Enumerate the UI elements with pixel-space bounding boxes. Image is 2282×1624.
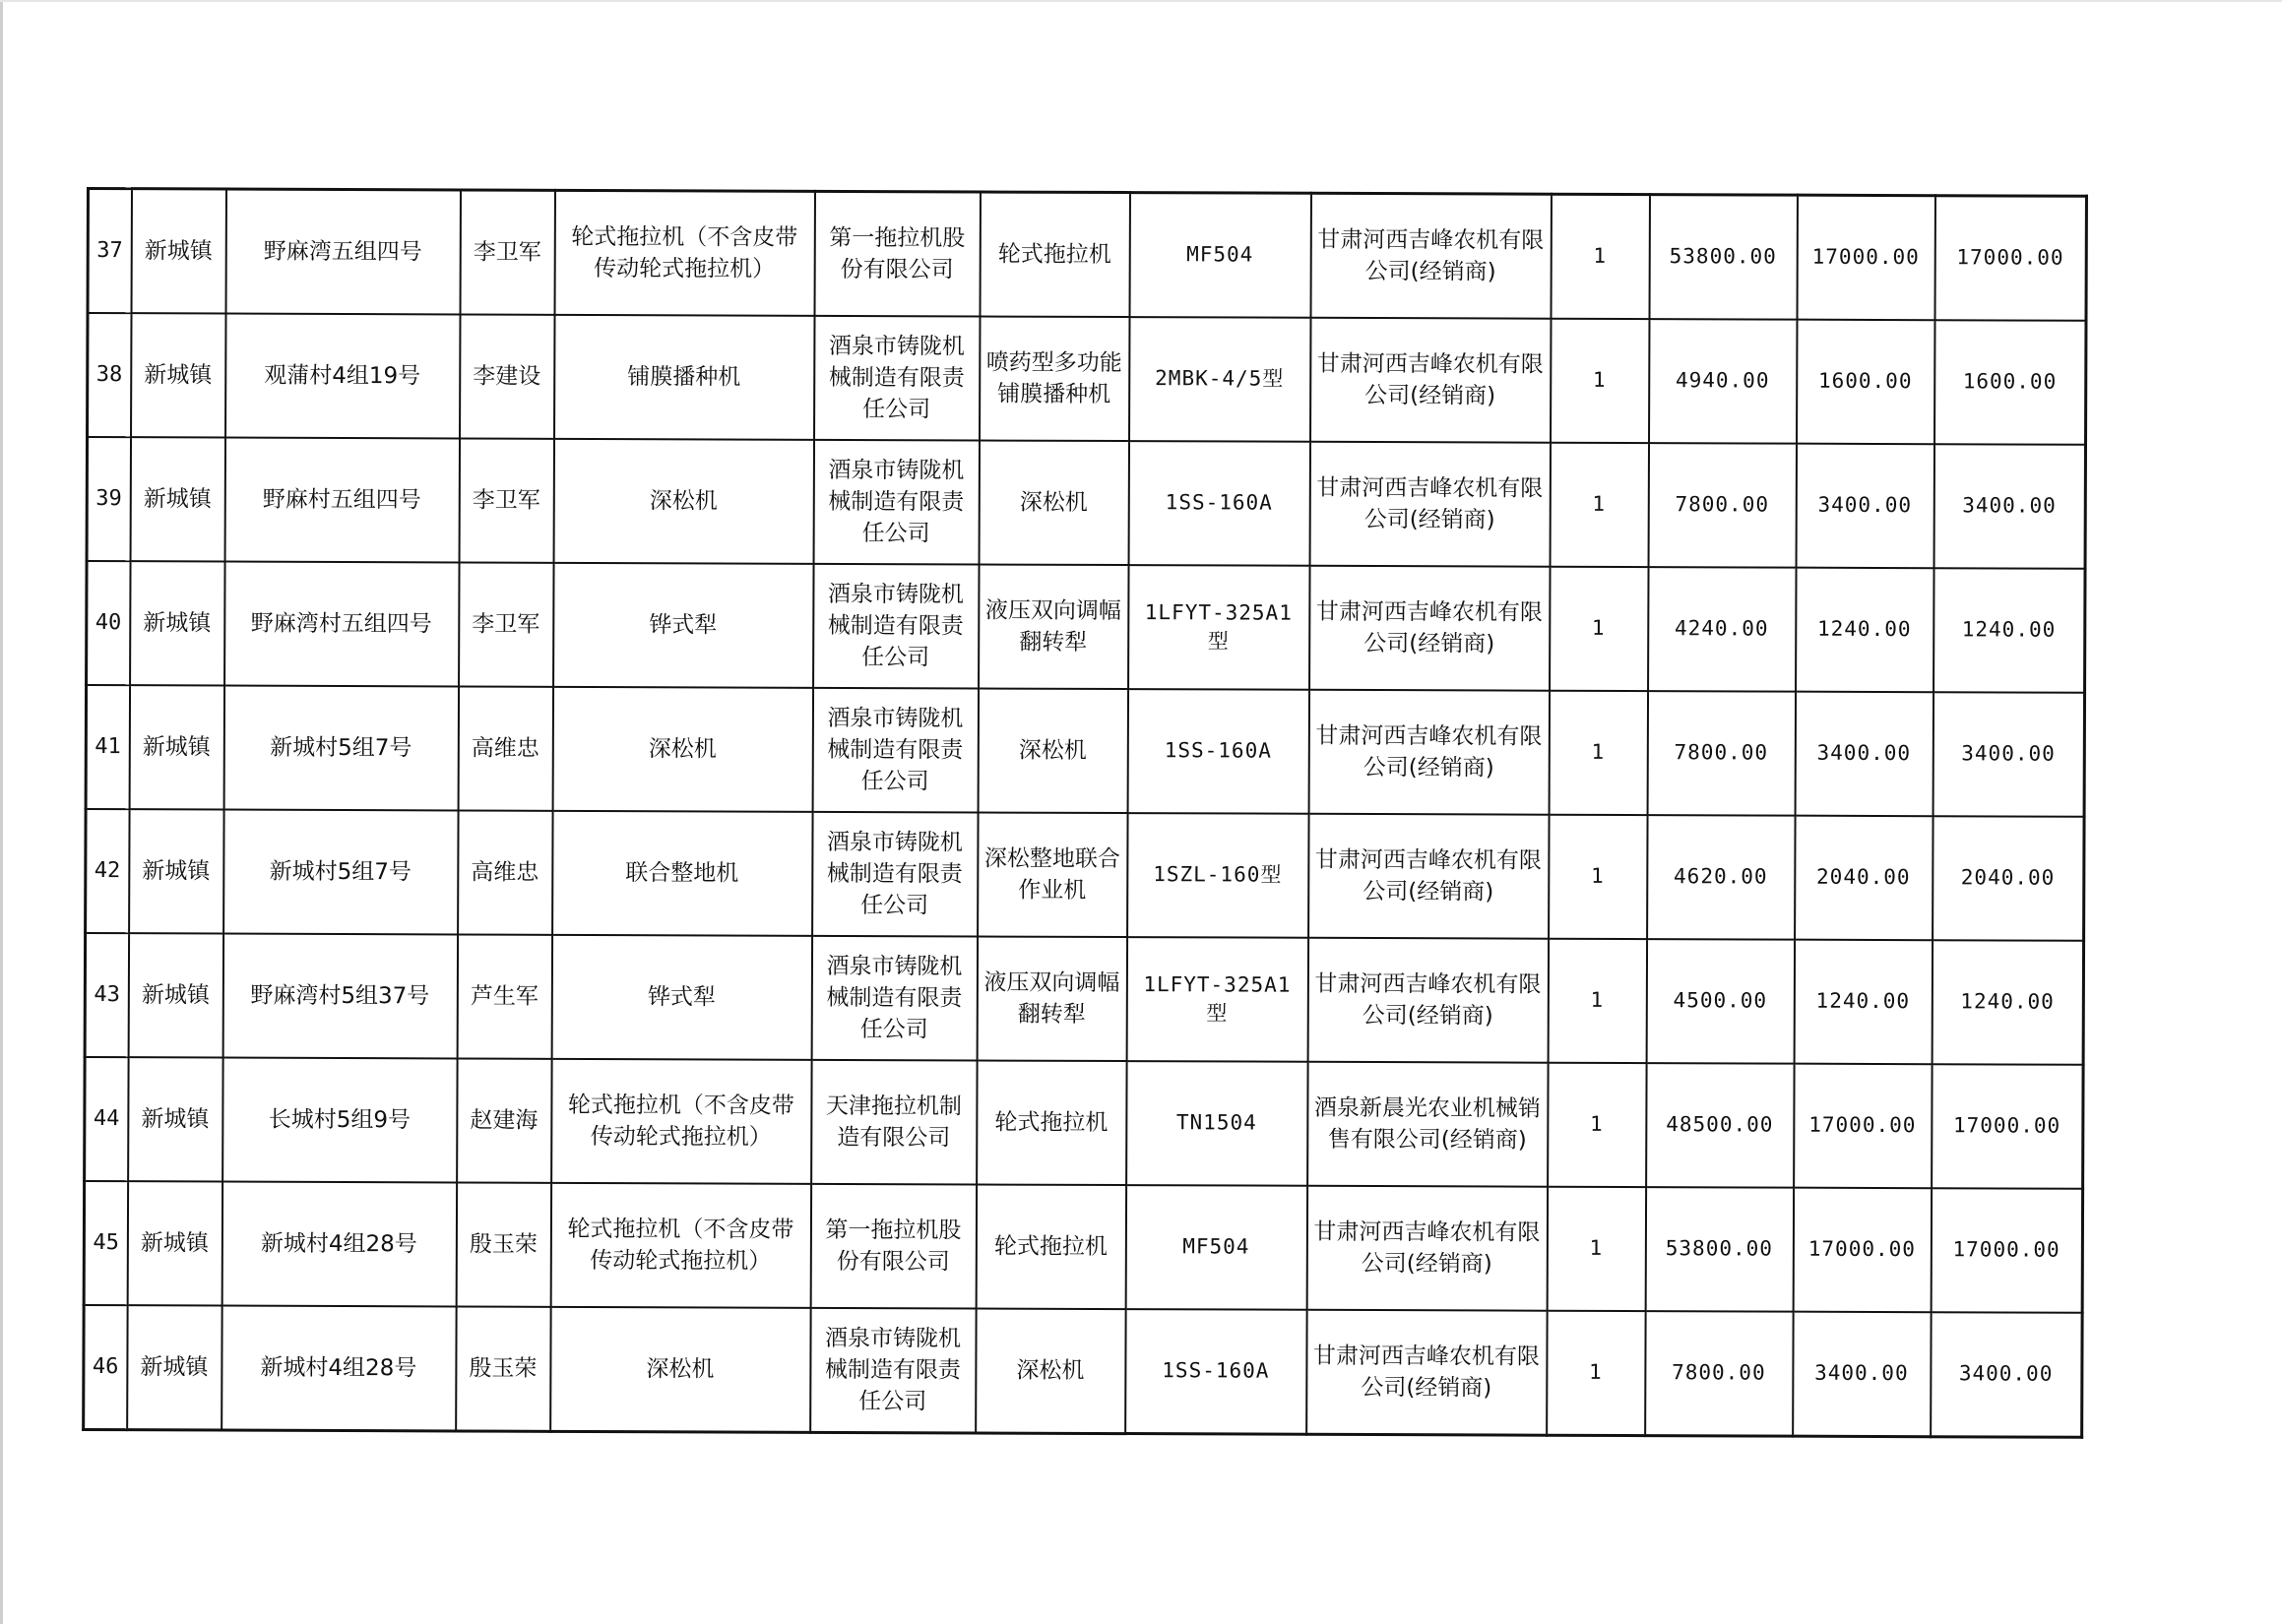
town-cell: 新城镇 — [131, 313, 225, 437]
unit-subsidy-cell: 2040.00 — [1795, 816, 1933, 941]
dealer-cell: 甘肃河西吉峰农机有限公司(经销商) — [1310, 318, 1551, 443]
table-row — [88, 313, 2086, 445]
product-name-cell: 深松机 — [976, 1308, 1125, 1433]
model-cell: 1LFYT-325A1型 — [1126, 937, 1307, 1062]
quantity-cell: 1 — [1549, 691, 1647, 815]
unit-subsidy-cell: 17000.00 — [1793, 1188, 1931, 1313]
sale-price-cell: 53800.00 — [1649, 195, 1797, 320]
manufacturer-cell: 酒泉市铸陇机械制造有限责任公司 — [812, 812, 978, 937]
scan-edge-left — [0, 0, 3, 1624]
town-cell: 新城镇 — [130, 561, 224, 685]
town-cell: 新城镇 — [129, 685, 223, 809]
unit-subsidy-cell: 3400.00 — [1796, 444, 1933, 569]
unit-subsidy-cell: 3400.00 — [1795, 692, 1933, 817]
quantity-cell: 1 — [1551, 194, 1649, 319]
quantity-cell: 1 — [1550, 443, 1648, 567]
model-cell: TN1504 — [1126, 1061, 1307, 1186]
row-number-cell: 46 — [84, 1305, 127, 1430]
address-cell: 新城村4组28号 — [222, 1306, 456, 1431]
total-subsidy-cell: 1600.00 — [1934, 320, 2086, 445]
manufacturer-cell: 天津拖拉机制造有限公司 — [811, 1060, 977, 1185]
table-row — [88, 189, 2086, 321]
machine-category-cell: 轮式拖拉机（不含皮带传动轮式拖拉机） — [550, 1183, 810, 1308]
quantity-cell: 1 — [1547, 1311, 1645, 1436]
manufacturer-cell: 酒泉市铸陇机械制造有限责任公司 — [811, 936, 977, 1061]
product-name-cell: 液压双向调幅翻转犁 — [979, 564, 1128, 689]
model-cell: 2MBK-4/5型 — [1129, 317, 1310, 442]
unit-subsidy-cell: 1240.00 — [1794, 940, 1932, 1065]
address-cell: 新城村4组28号 — [222, 1182, 456, 1307]
row-number-cell: 40 — [87, 561, 130, 685]
quantity-cell: 1 — [1548, 939, 1646, 1063]
row-number-cell: 41 — [86, 685, 129, 809]
quantity-cell: 1 — [1551, 319, 1649, 443]
machine-category-cell: 联合整地机 — [552, 811, 812, 936]
total-subsidy-cell: 3400.00 — [1933, 692, 2084, 817]
buyer-name-cell: 芦生军 — [457, 934, 551, 1058]
manufacturer-cell: 酒泉市铸陇机械制造有限责任公司 — [814, 316, 980, 441]
subsidy-table-container — [82, 187, 2085, 1439]
sale-price-cell: 48500.00 — [1646, 1063, 1794, 1188]
address-cell: 新城村5组7号 — [223, 810, 458, 935]
table-row — [87, 561, 2085, 693]
total-subsidy-cell: 17000.00 — [1934, 196, 2086, 321]
quantity-cell: 1 — [1547, 1187, 1645, 1311]
town-cell: 新城镇 — [131, 189, 225, 314]
unit-subsidy-cell: 3400.00 — [1793, 1312, 1931, 1437]
manufacturer-cell: 第一拖拉机股份有限公司 — [810, 1184, 976, 1309]
row-number-cell: 44 — [85, 1057, 128, 1181]
address-cell: 观蒲村4组19号 — [225, 314, 460, 439]
table-row — [86, 685, 2084, 817]
unit-subsidy-cell: 17000.00 — [1794, 1064, 1932, 1189]
town-cell: 新城镇 — [128, 933, 222, 1057]
total-subsidy-cell: 17000.00 — [1931, 1188, 2082, 1313]
row-number-cell: 43 — [85, 933, 128, 1057]
dealer-cell: 甘肃河西吉峰农机有限公司(经销商) — [1306, 1186, 1547, 1311]
model-cell: 1SS-160A — [1125, 1309, 1306, 1434]
table-row — [85, 933, 2083, 1065]
buyer-name-cell: 高维忠 — [458, 686, 552, 810]
total-subsidy-cell: 3400.00 — [1933, 444, 2085, 569]
manufacturer-cell: 酒泉市铸陇机械制造有限责任公司 — [812, 688, 978, 813]
dealer-cell: 甘肃河西吉峰农机有限公司(经销商) — [1307, 938, 1548, 1063]
total-subsidy-cell: 17000.00 — [1932, 1064, 2083, 1189]
dealer-cell: 甘肃河西吉峰农机有限公司(经销商) — [1310, 193, 1551, 318]
quantity-cell: 1 — [1548, 1063, 1646, 1187]
machine-category-cell: 深松机 — [550, 1307, 810, 1433]
buyer-name-cell: 殷玉荣 — [456, 1182, 550, 1306]
manufacturer-cell: 酒泉市铸陇机械制造有限责任公司 — [813, 440, 979, 565]
address-cell: 野麻湾五组四号 — [225, 189, 460, 314]
sale-price-cell: 7800.00 — [1645, 1311, 1793, 1436]
model-cell: MF504 — [1125, 1185, 1306, 1310]
buyer-name-cell: 高维忠 — [458, 810, 552, 934]
machine-category-cell: 轮式拖拉机（不含皮带传动轮式拖拉机） — [554, 190, 814, 316]
manufacturer-cell: 酒泉市铸陇机械制造有限责任公司 — [810, 1308, 976, 1433]
dealer-cell: 甘肃河西吉峰农机有限公司(经销商) — [1308, 690, 1549, 815]
sale-price-cell: 4500.00 — [1646, 939, 1794, 1064]
machine-category-cell: 铧式犁 — [551, 935, 811, 1060]
address-cell: 野麻湾村5组37号 — [222, 934, 457, 1059]
row-number-cell: 38 — [88, 313, 131, 437]
dealer-cell: 甘肃河西吉峰农机有限公司(经销商) — [1309, 442, 1550, 567]
dealer-cell: 甘肃河西吉峰农机有限公司(经销商) — [1308, 814, 1549, 939]
sale-price-cell: 4240.00 — [1648, 567, 1796, 692]
machine-category-cell: 轮式拖拉机（不含皮带传动轮式拖拉机） — [551, 1059, 811, 1184]
buyer-name-cell: 殷玉荣 — [456, 1306, 550, 1431]
subsidy-register-table — [82, 187, 2088, 1439]
table-row — [85, 1057, 2083, 1189]
quantity-cell: 1 — [1549, 815, 1647, 939]
model-cell: MF504 — [1129, 193, 1310, 318]
row-number-cell: 37 — [88, 189, 131, 314]
model-cell: 1LFYT-325A1型 — [1128, 565, 1309, 690]
product-name-cell: 液压双向调幅翻转犁 — [977, 936, 1126, 1061]
table-row — [87, 437, 2085, 569]
table-row — [84, 1181, 2082, 1313]
dealer-cell: 酒泉新晨光农业机械销售有限公司(经销商) — [1307, 1062, 1548, 1187]
town-cell: 新城镇 — [127, 1181, 222, 1305]
product-name-cell: 深松机 — [979, 440, 1128, 565]
sale-price-cell: 4940.00 — [1649, 319, 1797, 444]
address-cell: 新城村5组7号 — [223, 686, 458, 811]
product-name-cell: 轮式拖拉机 — [980, 192, 1129, 317]
town-cell: 新城镇 — [127, 1305, 222, 1430]
buyer-name-cell: 赵建海 — [457, 1058, 551, 1182]
dealer-cell: 甘肃河西吉峰农机有限公司(经销商) — [1309, 566, 1550, 691]
sale-price-cell: 4620.00 — [1647, 815, 1795, 940]
address-cell: 野麻村五组四号 — [224, 438, 459, 563]
sale-price-cell: 7800.00 — [1647, 691, 1795, 816]
product-name-cell: 深松机 — [978, 688, 1127, 813]
product-name-cell: 轮式拖拉机 — [977, 1060, 1126, 1185]
address-cell: 野麻湾村五组四号 — [224, 562, 459, 687]
row-number-cell: 45 — [84, 1181, 127, 1305]
sale-price-cell: 53800.00 — [1645, 1187, 1793, 1312]
scan-edge-top — [0, 0, 2282, 2]
machine-category-cell: 铺膜播种机 — [554, 315, 814, 440]
quantity-cell: 1 — [1550, 567, 1648, 691]
manufacturer-cell: 酒泉市铸陇机械制造有限责任公司 — [813, 564, 979, 689]
buyer-name-cell: 李卫军 — [459, 562, 553, 686]
row-number-cell: 42 — [86, 809, 129, 933]
product-name-cell: 轮式拖拉机 — [976, 1184, 1125, 1309]
table-row — [84, 1305, 2082, 1437]
unit-subsidy-cell: 1600.00 — [1797, 320, 1934, 445]
machine-category-cell: 深松机 — [553, 439, 813, 564]
town-cell: 新城镇 — [130, 437, 224, 561]
manufacturer-cell: 第一拖拉机股份有限公司 — [814, 191, 980, 316]
buyer-name-cell: 李建设 — [460, 314, 554, 438]
buyer-name-cell: 李卫军 — [459, 438, 553, 562]
product-name-cell: 深松整地联合作业机 — [978, 812, 1127, 937]
unit-subsidy-cell: 1240.00 — [1796, 568, 1933, 693]
town-cell: 新城镇 — [128, 1057, 222, 1181]
unit-subsidy-cell: 17000.00 — [1797, 195, 1934, 320]
town-cell: 新城镇 — [129, 809, 223, 933]
table-body — [84, 189, 2087, 1438]
buyer-name-cell: 李卫军 — [460, 190, 554, 315]
total-subsidy-cell: 1240.00 — [1932, 940, 2083, 1065]
model-cell: 1SS-160A — [1128, 441, 1309, 566]
total-subsidy-cell: 3400.00 — [1931, 1312, 2082, 1437]
address-cell: 长城村5组9号 — [222, 1058, 457, 1183]
dealer-cell: 甘肃河西吉峰农机有限公司(经销商) — [1306, 1310, 1547, 1435]
model-cell: 1SS-160A — [1127, 689, 1308, 814]
product-name-cell: 喷药型多功能铺膜播种机 — [980, 316, 1129, 441]
total-subsidy-cell: 1240.00 — [1933, 568, 2085, 693]
machine-category-cell: 深松机 — [552, 687, 812, 812]
row-number-cell: 39 — [87, 437, 130, 561]
model-cell: 1SZL-160型 — [1127, 813, 1308, 938]
machine-category-cell: 铧式犁 — [553, 563, 813, 688]
table-row — [86, 809, 2084, 941]
sale-price-cell: 7800.00 — [1648, 443, 1796, 568]
total-subsidy-cell: 2040.00 — [1933, 816, 2084, 941]
